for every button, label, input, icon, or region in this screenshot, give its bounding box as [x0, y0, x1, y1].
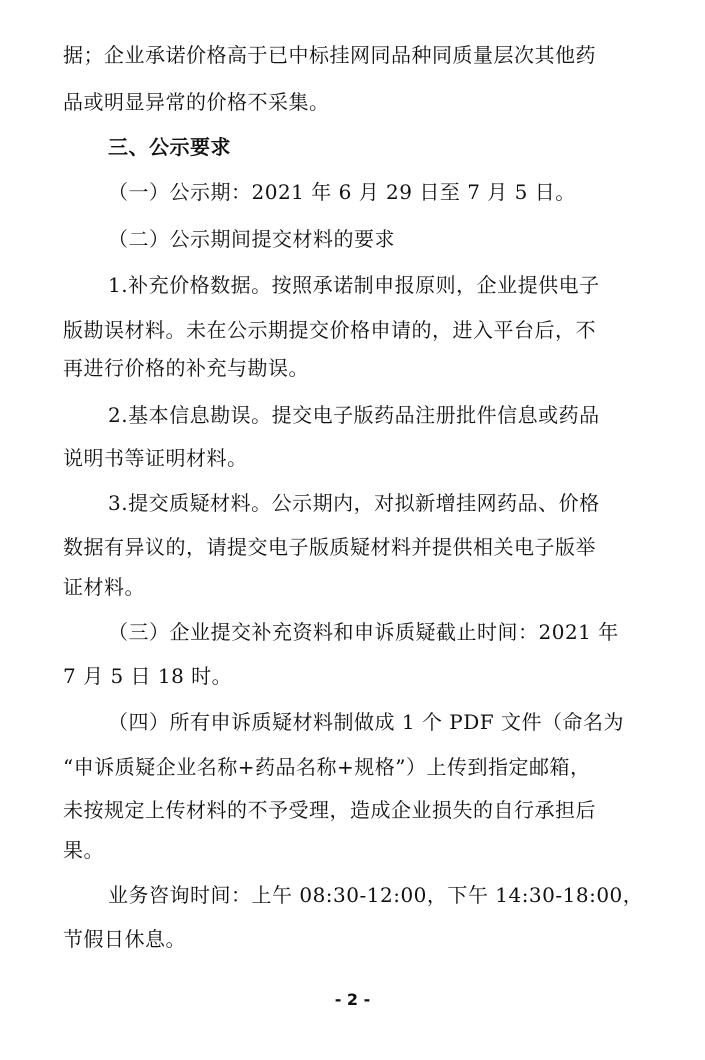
- text-line: 品或明显异常的价格不采集。: [63, 90, 330, 114]
- text-line: 节假日休息。: [63, 927, 186, 951]
- section-heading: 三、公示要求: [108, 135, 231, 159]
- text-line: 2.基本信息勘误。提交电子版药品注册批件信息或药品: [108, 403, 600, 427]
- text-line: （二）公示期间提交材料的要求: [108, 227, 395, 251]
- text-line: 7 月 5 日 18 时。: [63, 664, 233, 688]
- text-line: （四）所有申诉质疑材料制做成 1 个 PDF 文件（命名为: [108, 710, 625, 734]
- text-line: “申诉质疑企业名称+药品名称+规格”）上传到指定邮箱，: [63, 755, 591, 779]
- text-line: 业务咨询时间：上午 08:30-12:00，下午 14:30-18:00，: [108, 883, 644, 907]
- text-line: （一）公示期：2021 年 6 月 29 日至 7 月 5 日。: [108, 180, 576, 204]
- text-line: 3.提交质疑材料。公示期内，对拟新增挂网药品、价格: [108, 491, 600, 515]
- page-number: - 2 -: [334, 990, 371, 1009]
- text-line: 说明书等证明材料。: [63, 446, 248, 470]
- text-line: 证材料。: [63, 575, 145, 599]
- text-line: 果。: [63, 838, 104, 862]
- text-line: 据；企业承诺价格高于已中标挂网同品种同质量层次其他药: [63, 43, 596, 67]
- text-line: 未按规定上传材料的不予受理，造成企业损失的自行承担后: [63, 798, 596, 822]
- text-line: 1.补充价格数据。按照承诺制申报原则，企业提供电子: [108, 273, 600, 297]
- text-line: 版勘误材料。未在公示期提交价格申请的，进入平台后，不: [63, 318, 596, 342]
- text-line: 数据有异议的，请提交电子版质疑材料并提供相关电子版举: [63, 535, 596, 559]
- text-line: （三）企业提交补充资料和申诉质疑截止时间：2021 年: [108, 620, 619, 644]
- text-line: 再进行价格的补充与勘误。: [63, 356, 309, 380]
